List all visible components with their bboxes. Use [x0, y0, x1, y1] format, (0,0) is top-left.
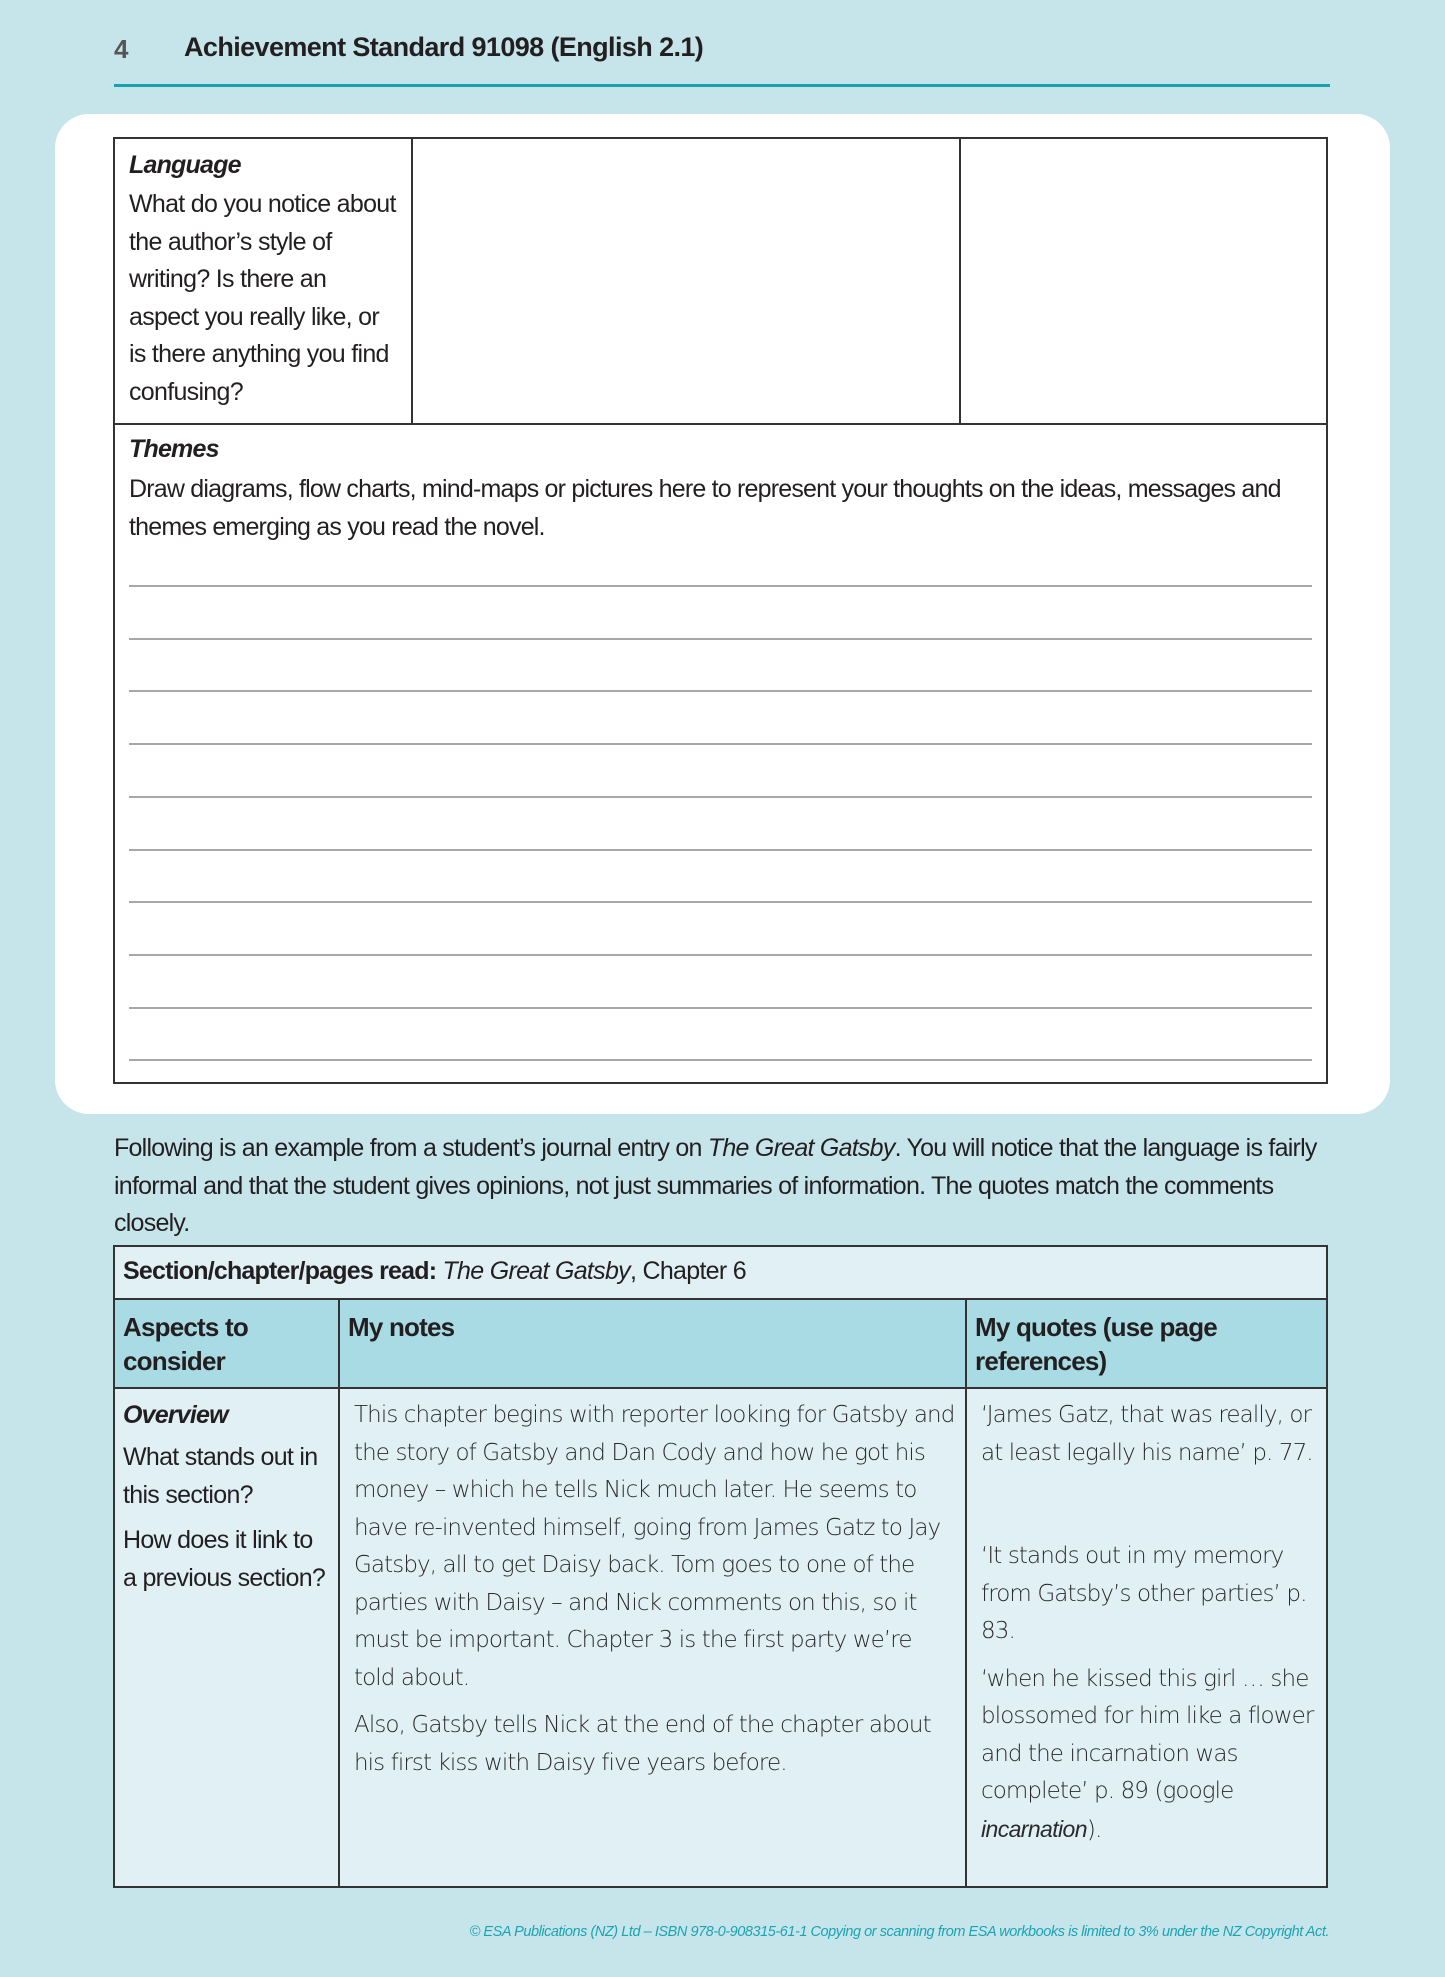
copyright-footer: © ESA Publications (NZ) Ltd – ISBN 978-0-908315-61-1 Copying or scanning from ESA workbooks is limited to 3% under the NZ Copyright Act. [469, 1924, 1329, 1940]
page-number: 4 [114, 34, 128, 64]
quote-italic-word: incarnation [981, 1815, 1087, 1842]
language-notes-field[interactable] [413, 139, 961, 423]
notes-paragraph: Also, Gatsby tells Nick at the end of the chapter about his first kiss with Daisy five years before. [354, 1712, 931, 1776]
section-label: Section/chapter/pages read: [123, 1257, 437, 1285]
section-read-row [115, 1247, 1326, 1300]
table-row [115, 1389, 1326, 1886]
writing-line [129, 690, 1312, 692]
themes-row[interactable] [115, 425, 1326, 1082]
quote-item: ‘James Gatz, that was really, or at least legally his name’ p. 77. [981, 1402, 1313, 1466]
language-row [115, 139, 1326, 425]
notes-paragraph: This chapter begins with reporter looking for Gatsby and the story of Gatsby and Dan Cody and how he got his money – which he tells Nick much later. He seems to have re-invented himself, going from James Gatz to Jay Gatsby, all to get Daisy back. Tom goes to one of the parties with Daisy – and Nick comments on this, so it must be important. Chapter 3 is the first party we’re told about. [354, 1402, 955, 1691]
aspect-cell [115, 1389, 340, 1886]
column-header-quotes: My quotes (use page references) [975, 1312, 1217, 1376]
intro-text-2: . You will notice that the language is fairly informal and that the student gives opinions, not just summaries of information. The quotes match the comments closely. [114, 1134, 1317, 1237]
aspect-question: How does it link to a previous section? [123, 1526, 326, 1592]
quote-item [975, 1661, 1318, 1850]
language-quotes-field[interactable] [961, 139, 1326, 423]
column-header-aspects: Aspects to consider [115, 1300, 340, 1387]
writing-line [129, 585, 1312, 587]
worksheet-table [113, 137, 1328, 1084]
aspect-question: What stands out in this section? [123, 1443, 318, 1509]
intro-text-1: Following is an example from a student’s journal entry on [114, 1134, 708, 1162]
intro-book-title: The Great Gatsby [707, 1134, 895, 1162]
writing-line [129, 1007, 1312, 1009]
quote-end: ). [1086, 1816, 1102, 1843]
writing-line [129, 1059, 1312, 1061]
writing-line [129, 638, 1312, 640]
section-book: The Great Gatsby [442, 1257, 630, 1285]
language-heading: Language [129, 151, 241, 179]
section-chapter: , Chapter 6 [629, 1257, 746, 1285]
writing-line [129, 901, 1312, 903]
notes-cell [340, 1389, 967, 1886]
writing-line [129, 743, 1312, 745]
column-header-notes: My notes [340, 1300, 967, 1387]
quote-item: ‘It stands out in my memory from Gatsby’s other parties’ p. 83. [981, 1543, 1307, 1644]
language-prompt: What do you notice about the author’s style of writing? Is there an aspect you really like, or is there anything you find confusing? [129, 190, 396, 406]
page-header [114, 28, 1330, 87]
writing-line [129, 849, 1312, 851]
page-title: Achievement Standard 91098 (English 2.1) [184, 32, 704, 62]
quotes-cell [967, 1389, 1326, 1886]
quote-text: ‘when he kissed this girl … she blossomed for him like a flower and the incarnation was complete’ p. 89 (google [981, 1665, 1314, 1804]
writing-line [129, 796, 1312, 798]
writing-line [129, 954, 1312, 956]
intro-paragraph [114, 1130, 1334, 1243]
themes-heading: Themes [129, 435, 219, 463]
example-journal-table [113, 1245, 1328, 1888]
table-header-row [115, 1300, 1326, 1389]
aspect-heading: Overview [123, 1401, 228, 1429]
language-aspect-cell [115, 139, 413, 423]
themes-prompt: Draw diagrams, flow charts, mind-maps or pictures here to represent your thoughts on the ideas, messages and themes emerging as you read the novel. [129, 475, 1281, 541]
